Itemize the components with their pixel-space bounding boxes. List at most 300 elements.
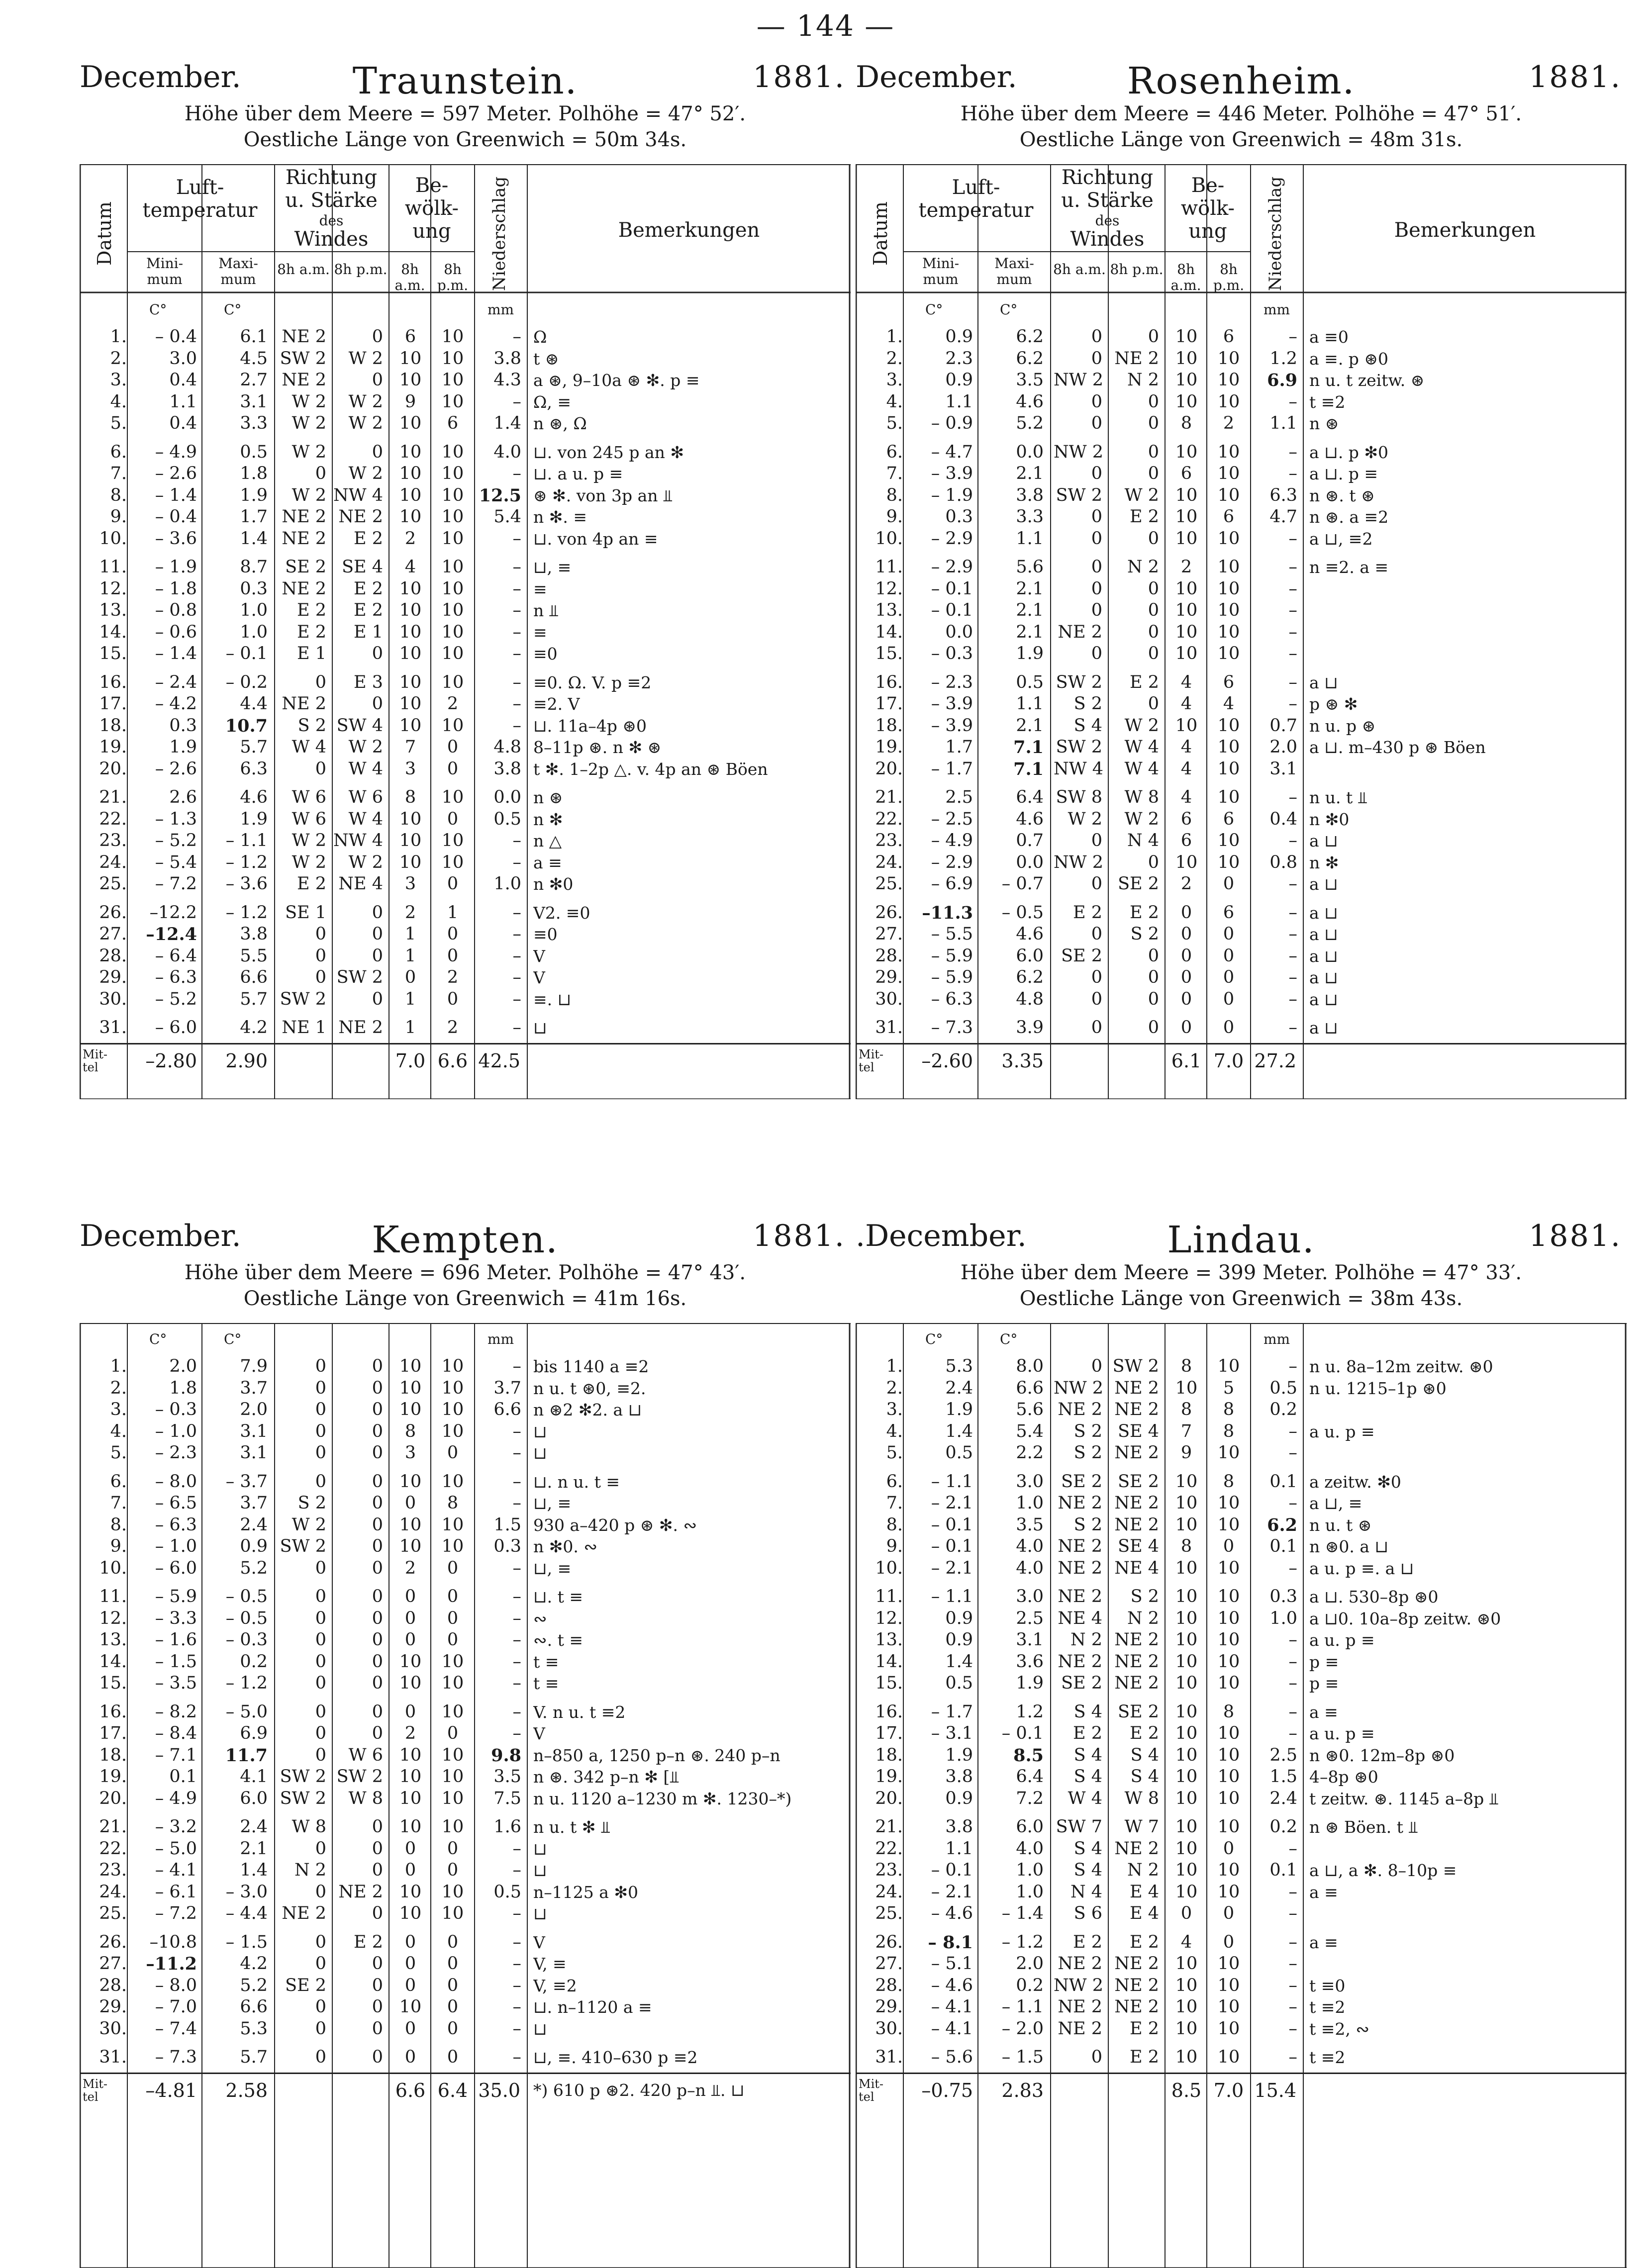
cell-precipitation: – xyxy=(512,1493,521,1513)
table-row xyxy=(856,370,1627,391)
table-row xyxy=(856,672,1627,693)
cell-remarks: n–850 a, 1250 p–n ⊛. 240 p–n xyxy=(533,1745,780,1765)
cell-wind-am: 0 xyxy=(1091,644,1102,663)
cell-min-temp: – 0.9 xyxy=(931,413,973,433)
cell-precipitation: – xyxy=(512,967,521,987)
cell-wind-am: NE 2 xyxy=(282,370,326,390)
cell-day: 28. xyxy=(875,945,903,966)
cell-max-temp: 0.7 xyxy=(1016,831,1044,850)
cell-cloud-am: 4 xyxy=(1180,694,1192,714)
cell-max-temp: 6.4 xyxy=(1016,1767,1044,1787)
table-row xyxy=(856,463,1627,484)
cell-day: 17. xyxy=(99,1723,127,1743)
cell-precipitation: – xyxy=(512,1838,521,1859)
table-row xyxy=(80,1017,851,1039)
cell-day: 22. xyxy=(99,1838,127,1859)
cell-cloud-pm: 0 xyxy=(447,1932,459,1952)
table-row xyxy=(856,758,1627,780)
unit-maximum: C° xyxy=(1000,1331,1018,1347)
table-row xyxy=(80,2047,851,2068)
header-remarks: Bemerkungen xyxy=(618,219,760,242)
cell-day: 5. xyxy=(886,413,903,433)
cell-wind-pm: E 2 xyxy=(1130,1723,1159,1743)
cell-day: 28. xyxy=(875,1975,903,1995)
cell-day: 25. xyxy=(875,874,903,894)
cell-max-temp: 5.2 xyxy=(240,1558,268,1578)
cell-max-temp: 5.6 xyxy=(1016,1400,1044,1419)
subheader-cloud-pm: 8h p.m. xyxy=(1213,261,1245,293)
cell-max-temp: 5.5 xyxy=(240,945,268,966)
table-row xyxy=(80,715,851,737)
cell-max-temp: – 0.3 xyxy=(225,1630,268,1650)
cell-precipitation: – xyxy=(512,327,521,347)
cell-max-temp: 3.5 xyxy=(1016,370,1044,390)
header-air-temperature: Luft- temperatur xyxy=(918,176,1034,222)
month-label: December. xyxy=(856,60,1017,94)
table-row xyxy=(80,1932,851,1953)
data-table-kempten xyxy=(80,1323,851,2268)
cell-wind-pm: 0 xyxy=(372,1443,383,1463)
cell-day: 4. xyxy=(886,1421,903,1441)
cell-precipitation: – xyxy=(1288,945,1297,966)
cell-wind-am: 0 xyxy=(315,1608,326,1628)
cell-precipitation: 6.3 xyxy=(1269,485,1297,505)
table-row xyxy=(856,1766,1627,1788)
cell-wind-am: SW 8 xyxy=(1056,787,1102,807)
cell-remarks: t ≡ xyxy=(533,1674,559,1693)
table-row xyxy=(856,557,1627,578)
cell-day: 6. xyxy=(886,442,903,462)
cell-wind-pm: SE 4 xyxy=(1118,1421,1159,1441)
cell-cloud-pm: 10 xyxy=(1217,831,1240,850)
cell-min-temp: 0.3 xyxy=(169,715,197,736)
cell-day: 22. xyxy=(875,809,903,829)
table-row xyxy=(80,1493,851,1514)
cell-cloud-pm: 0 xyxy=(1223,924,1235,944)
cell-min-temp: 1.1 xyxy=(945,1838,973,1859)
table-row xyxy=(80,1586,851,1607)
cell-wind-pm: W 6 xyxy=(348,1745,383,1765)
cell-cloud-pm: 0 xyxy=(447,1723,459,1743)
cell-max-temp: 1.0 xyxy=(1016,1882,1044,1902)
cell-cloud-pm: 2 xyxy=(447,694,459,714)
cell-cloud-pm: 10 xyxy=(1217,1443,1240,1463)
cell-max-temp: 2.1 xyxy=(1016,578,1044,599)
cell-precipitation: – xyxy=(1288,464,1297,483)
cell-day: 5. xyxy=(886,1443,903,1463)
cell-wind-am: W 2 xyxy=(291,413,326,433)
subheader-minimum: Mini- mum xyxy=(922,255,960,287)
cell-cloud-am: 10 xyxy=(399,1817,422,1837)
mean-min: –4.81 xyxy=(145,2079,197,2101)
cell-precipitation: – xyxy=(1288,1443,1297,1463)
cell-wind-pm: W 8 xyxy=(348,1788,383,1808)
cell-max-temp: 1.1 xyxy=(1016,528,1044,549)
cell-cloud-am: 0 xyxy=(1180,924,1192,944)
cell-cloud-am: 10 xyxy=(1175,1608,1198,1628)
cell-remarks: a ⊔ xyxy=(1309,989,1338,1009)
cell-wind-am: 0 xyxy=(315,1400,326,1419)
cell-wind-pm: S 4 xyxy=(1130,1745,1159,1765)
cell-precipitation: – xyxy=(512,2047,521,2067)
cell-remarks: ⊔, ≡ xyxy=(533,558,572,577)
cell-max-temp: – 0.5 xyxy=(225,1608,268,1628)
cell-wind-pm: NE 2 xyxy=(1114,1651,1159,1672)
cell-min-temp: 0.4 xyxy=(169,413,197,433)
cell-max-temp: 3.1 xyxy=(1016,1630,1044,1650)
unit-maximum: C° xyxy=(224,301,242,318)
cell-day: 24. xyxy=(875,852,903,872)
cell-cloud-am: 10 xyxy=(1175,1651,1198,1672)
cell-max-temp: 2.1 xyxy=(1016,622,1044,642)
cell-remarks: a ⊔. p ✻0 xyxy=(1309,442,1389,462)
cell-cloud-am: 10 xyxy=(1175,1838,1198,1859)
cell-day: 3. xyxy=(886,370,903,390)
cell-remarks: a ⊛, 9–10a ⊛ ✻. p ≡ xyxy=(533,371,700,390)
cell-wind-am: 0 xyxy=(1091,874,1102,894)
table-row xyxy=(856,737,1627,758)
cell-cloud-am: 7 xyxy=(1180,1421,1192,1441)
cell-min-temp: – 1.9 xyxy=(155,557,197,577)
cell-cloud-pm: 10 xyxy=(1217,1788,1240,1808)
cell-wind-pm: E 2 xyxy=(354,578,383,599)
cell-max-temp: 0.0 xyxy=(1016,852,1044,872)
header-datum: Datum xyxy=(870,201,891,266)
cell-day: 10. xyxy=(875,1558,903,1578)
cell-wind-am: NE 2 xyxy=(282,1903,326,1923)
cell-min-temp: 1.1 xyxy=(169,391,197,412)
subheader-cloud-am: 8h a.m. xyxy=(394,261,425,293)
cell-wind-pm: 0 xyxy=(372,1471,383,1492)
cell-wind-pm: NE 2 xyxy=(1114,348,1159,369)
table-row xyxy=(80,1882,851,1903)
unit-minimum: C° xyxy=(925,1331,943,1347)
cell-wind-am: NE 2 xyxy=(282,507,326,527)
cell-cloud-am: 9 xyxy=(404,391,416,412)
cell-max-temp: 1.1 xyxy=(1016,694,1044,714)
table-row xyxy=(856,1651,1627,1673)
subheader-minimum: Mini- mum xyxy=(146,255,184,287)
cell-min-temp: 0.3 xyxy=(945,507,973,527)
table-row xyxy=(80,672,851,693)
cell-max-temp: – 1.5 xyxy=(225,1932,268,1952)
cell-wind-am: 0 xyxy=(1091,1356,1102,1376)
cell-wind-pm: E 3 xyxy=(354,672,383,692)
cell-cloud-pm: 6 xyxy=(1223,809,1235,829)
cell-cloud-am: 0 xyxy=(404,1493,416,1513)
table-row xyxy=(80,1701,851,1723)
header-precipitation: Niederschlag xyxy=(1265,176,1285,291)
cell-remarks: ⊛ ✻. von 3p an ⫫ xyxy=(533,485,673,505)
cell-cloud-am: 1 xyxy=(404,924,416,944)
cell-cloud-am: 10 xyxy=(1175,1701,1198,1722)
cell-precipitation: 2.0 xyxy=(1269,737,1297,757)
cell-remarks: ⊔. n u. t ≡ xyxy=(533,1472,620,1492)
cell-wind-pm: S 2 xyxy=(1130,1587,1159,1606)
cell-cloud-pm: 10 xyxy=(441,578,464,599)
cell-remarks: ≡0 xyxy=(533,644,558,663)
cell-wind-pm: 0 xyxy=(1148,644,1159,663)
cell-remarks: ⊔. von 4p an ≡ xyxy=(533,529,658,549)
cell-wind-am: 0 xyxy=(1091,578,1102,599)
cell-cloud-am: 8 xyxy=(1180,413,1192,433)
table-row xyxy=(80,506,851,528)
cell-precipitation: 1.0 xyxy=(493,874,521,894)
cell-min-temp: – 6.3 xyxy=(155,967,197,987)
cell-wind-am: S 2 xyxy=(1073,694,1102,714)
data-table-traunstein xyxy=(80,164,851,1099)
cell-remarks: ⊔. n–1120 a ≡ xyxy=(533,1997,652,2017)
cell-remarks: ⊔, ≡ xyxy=(533,1494,572,1513)
cell-precipitation: – xyxy=(1288,557,1297,577)
cell-wind-am: S 2 xyxy=(1073,1443,1102,1463)
cell-remarks: a ⊔. 530–8p ⊛0 xyxy=(1309,1587,1439,1606)
cell-wind-pm: NE 2 xyxy=(1114,1514,1159,1535)
cell-cloud-am: 10 xyxy=(399,644,422,663)
cell-wind-am: 0 xyxy=(315,1745,326,1765)
cell-precipitation: – xyxy=(1288,578,1297,599)
cell-wind-am: S 2 xyxy=(1073,1421,1102,1441)
cell-max-temp: 0.5 xyxy=(1016,672,1044,692)
cell-cloud-am: 10 xyxy=(399,413,422,433)
cell-max-temp: – 0.7 xyxy=(1001,874,1044,894)
cell-wind-pm: E 2 xyxy=(354,528,383,549)
table-row xyxy=(856,1816,1627,1838)
cell-cloud-pm: 10 xyxy=(441,1421,464,1441)
cell-remarks: ∾. t ≡ xyxy=(533,1630,583,1650)
cell-remarks: a ⊔. p ≡ xyxy=(1309,464,1378,483)
cell-cloud-am: 0 xyxy=(404,967,416,987)
cell-cloud-am: 10 xyxy=(399,1378,422,1398)
mean-row xyxy=(856,2076,1627,2105)
table-row xyxy=(856,1745,1627,1766)
cell-max-temp: – 0.1 xyxy=(225,644,268,663)
cell-remarks: n ⊛, Ω xyxy=(533,414,587,433)
cell-precipitation: 1.0 xyxy=(1269,1608,1297,1628)
table-row xyxy=(856,348,1627,370)
cell-min-temp: – 6.5 xyxy=(155,1493,197,1513)
cell-cloud-am: 0 xyxy=(1180,902,1192,923)
cell-remarks: Ω, ≡ xyxy=(533,392,571,412)
cell-wind-pm: 0 xyxy=(372,1838,383,1859)
table-row xyxy=(856,1536,1627,1557)
cell-max-temp: 0.3 xyxy=(240,578,268,599)
cell-max-temp: – 0.1 xyxy=(1001,1723,1044,1743)
cell-wind-pm: SW 2 xyxy=(1112,1356,1159,1376)
cell-max-temp: 4.4 xyxy=(240,694,268,714)
table-row xyxy=(856,830,1627,851)
cell-wind-pm: 0 xyxy=(372,1378,383,1398)
cell-min-temp: – 2.9 xyxy=(931,528,973,549)
cell-precipitation: – xyxy=(512,1975,521,1995)
cell-day: 12. xyxy=(99,1608,127,1628)
cell-min-temp: – 4.7 xyxy=(931,442,973,462)
cell-wind-am: 0 xyxy=(1091,557,1102,577)
month-label: .December. xyxy=(856,1219,1027,1253)
cell-day: 1. xyxy=(886,327,903,347)
cell-cloud-am: 10 xyxy=(1175,507,1198,527)
cell-min-temp: – 0.1 xyxy=(931,578,973,599)
cell-max-temp: 0.0 xyxy=(1016,442,1044,462)
cell-cloud-pm: 0 xyxy=(447,1630,459,1650)
table-row xyxy=(80,1838,851,1860)
cell-min-temp: –11.2 xyxy=(146,1954,197,1974)
cell-cloud-pm: 8 xyxy=(1223,1400,1235,1419)
cell-max-temp: 7.1 xyxy=(1013,737,1044,757)
cell-cloud-am: 10 xyxy=(1175,1558,1198,1578)
cell-cloud-pm: 10 xyxy=(1217,528,1240,549)
cell-min-temp: – 8.1 xyxy=(928,1932,973,1953)
cell-wind-pm: W 2 xyxy=(348,737,383,757)
cell-min-temp: 0.5 xyxy=(945,1443,973,1463)
cell-day: 21. xyxy=(99,1817,127,1837)
cell-remarks: n u. 1120 a–1230 m ✻. 1230–*) xyxy=(533,1789,792,1808)
cell-cloud-pm: 4 xyxy=(1223,694,1235,714)
cell-day: 12. xyxy=(875,578,903,599)
cell-cloud-pm: 0 xyxy=(1223,945,1235,966)
cell-remarks: n ⊛0. a ⊔ xyxy=(1309,1537,1389,1556)
cell-wind-am: 0 xyxy=(315,2018,326,2039)
cell-precipitation: – xyxy=(512,1587,521,1606)
cell-cloud-am: 0 xyxy=(404,2018,416,2039)
cell-min-temp: – 1.9 xyxy=(931,485,973,505)
cell-day: 18. xyxy=(99,715,127,736)
cell-cloud-pm: 10 xyxy=(441,442,464,462)
cell-day: 4. xyxy=(886,391,903,412)
cell-wind-am: W 6 xyxy=(291,787,326,807)
cell-cloud-pm: 10 xyxy=(1217,370,1240,390)
cell-min-temp: – 3.6 xyxy=(155,528,197,549)
cell-wind-pm: W 2 xyxy=(348,464,383,483)
cell-remarks: 930 a–420 p ⊛ ✻. ∾ xyxy=(533,1515,697,1535)
cell-cloud-am: 0 xyxy=(404,1608,416,1628)
cell-cloud-am: 10 xyxy=(399,1903,422,1923)
cell-cloud-am: 10 xyxy=(399,852,422,872)
cell-min-temp: 0.9 xyxy=(945,370,973,390)
cell-wind-pm: NE 4 xyxy=(1114,1558,1159,1578)
cell-wind-pm: 0 xyxy=(372,694,383,714)
table-row xyxy=(80,852,851,873)
header-air-temperature: Luft- temperatur xyxy=(142,176,258,222)
cell-cloud-am: 10 xyxy=(399,370,422,390)
table-row xyxy=(80,2018,851,2040)
cell-max-temp: 3.3 xyxy=(1016,507,1044,527)
cell-max-temp: 4.0 xyxy=(1016,1558,1044,1578)
cell-wind-pm: NE 2 xyxy=(1114,1838,1159,1859)
cell-cloud-pm: 0 xyxy=(447,737,459,757)
cell-cloud-pm: 0 xyxy=(447,1608,459,1628)
cell-remarks: a u. p ≡. a ⊔ xyxy=(1309,1558,1414,1578)
cell-day: 9. xyxy=(886,1536,903,1556)
cell-cloud-pm: 10 xyxy=(1217,442,1240,462)
cell-cloud-am: 6 xyxy=(1180,464,1192,483)
cell-cloud-am: 8 xyxy=(404,1421,416,1441)
cell-day: 6. xyxy=(110,442,127,462)
cell-cloud-pm: 10 xyxy=(441,672,464,692)
cell-max-temp: – 1.1 xyxy=(225,831,268,850)
cell-day: 23. xyxy=(875,831,903,850)
cell-wind-pm: NE 2 xyxy=(1114,1493,1159,1513)
cell-min-temp: 1.7 xyxy=(945,737,973,757)
cell-max-temp: 1.4 xyxy=(240,528,268,549)
cell-wind-pm: 0 xyxy=(372,644,383,663)
cell-max-temp: 3.0 xyxy=(1016,1471,1044,1492)
cell-wind-pm: W 2 xyxy=(1124,715,1159,736)
cell-day: 8. xyxy=(886,485,903,505)
cell-precipitation: – xyxy=(512,1421,521,1441)
cell-wind-am: S 2 xyxy=(1073,1514,1102,1535)
cell-precipitation: – xyxy=(512,1723,521,1743)
cell-remarks: a u. p ≡ xyxy=(1309,1724,1375,1743)
cell-remarks: ≡ xyxy=(533,622,547,642)
cell-max-temp: 2.2 xyxy=(1016,1443,1044,1463)
cell-max-temp: 4.6 xyxy=(1016,809,1044,829)
cell-day: 20. xyxy=(99,758,127,779)
mean-row xyxy=(80,2076,851,2105)
cell-day: 15. xyxy=(875,644,903,663)
cell-remarks: p ⊛ ✻ xyxy=(1309,694,1358,714)
cell-cloud-am: 10 xyxy=(399,1997,422,2017)
table-row xyxy=(80,326,851,348)
station-block-rosenheim xyxy=(856,60,1627,1104)
table-row xyxy=(80,622,851,643)
unit-maximum: C° xyxy=(224,1331,242,1347)
cell-max-temp: – 3.6 xyxy=(225,874,268,894)
cell-min-temp: – 5.4 xyxy=(155,852,197,872)
cell-cloud-pm: 10 xyxy=(441,831,464,850)
cell-precipitation: – xyxy=(512,464,521,483)
cell-min-temp: – 0.1 xyxy=(931,1536,973,1556)
cell-wind-pm: NE 2 xyxy=(1114,1443,1159,1463)
cell-min-temp: – 5.0 xyxy=(155,1838,197,1859)
cell-max-temp: 4.0 xyxy=(1016,1536,1044,1556)
cell-remarks: a zeitw. ✻0 xyxy=(1309,1472,1401,1492)
cell-remarks: ⊔. von 245 p an ✻ xyxy=(533,442,684,462)
cell-day: 19. xyxy=(99,737,127,757)
cell-wind-am: NE 2 xyxy=(282,694,326,714)
cell-wind-pm: 0 xyxy=(372,1400,383,1419)
cell-cloud-am: 0 xyxy=(404,1860,416,1880)
cell-day: 2. xyxy=(110,348,127,369)
cell-min-temp: – 1.7 xyxy=(931,1701,973,1722)
table-row xyxy=(856,873,1627,895)
cell-min-temp: – 7.0 xyxy=(155,1997,197,2017)
cell-max-temp: 5.2 xyxy=(1016,413,1044,433)
cell-day: 23. xyxy=(99,831,127,850)
cell-wind-am: NW 2 xyxy=(1054,442,1103,462)
cell-remarks: ⊔ xyxy=(533,1839,547,1859)
table-row xyxy=(80,348,851,370)
cell-wind-am: 0 xyxy=(1091,989,1102,1009)
cell-max-temp: 6.3 xyxy=(240,758,268,779)
cell-cloud-pm: 0 xyxy=(1223,1018,1235,1038)
cell-wind-am: W 4 xyxy=(291,737,326,757)
cell-day: 5. xyxy=(110,413,127,433)
cell-precipitation: – xyxy=(512,715,521,736)
cell-wind-am: SE 2 xyxy=(285,557,326,577)
cell-min-temp: 2.0 xyxy=(169,1356,197,1376)
cell-day: 5. xyxy=(110,1443,127,1463)
cell-cloud-am: 1 xyxy=(404,989,416,1009)
mean-cloud-am: 6.1 xyxy=(1171,1049,1202,1072)
cell-remarks: a ≡ xyxy=(533,852,562,872)
table-row xyxy=(856,578,1627,600)
data-table-lindau xyxy=(856,1323,1627,2268)
table-row xyxy=(856,902,1627,924)
cell-min-temp: 3.8 xyxy=(945,1767,973,1787)
cell-min-temp: 2.5 xyxy=(945,787,973,807)
cell-cloud-pm: 10 xyxy=(1217,348,1240,369)
